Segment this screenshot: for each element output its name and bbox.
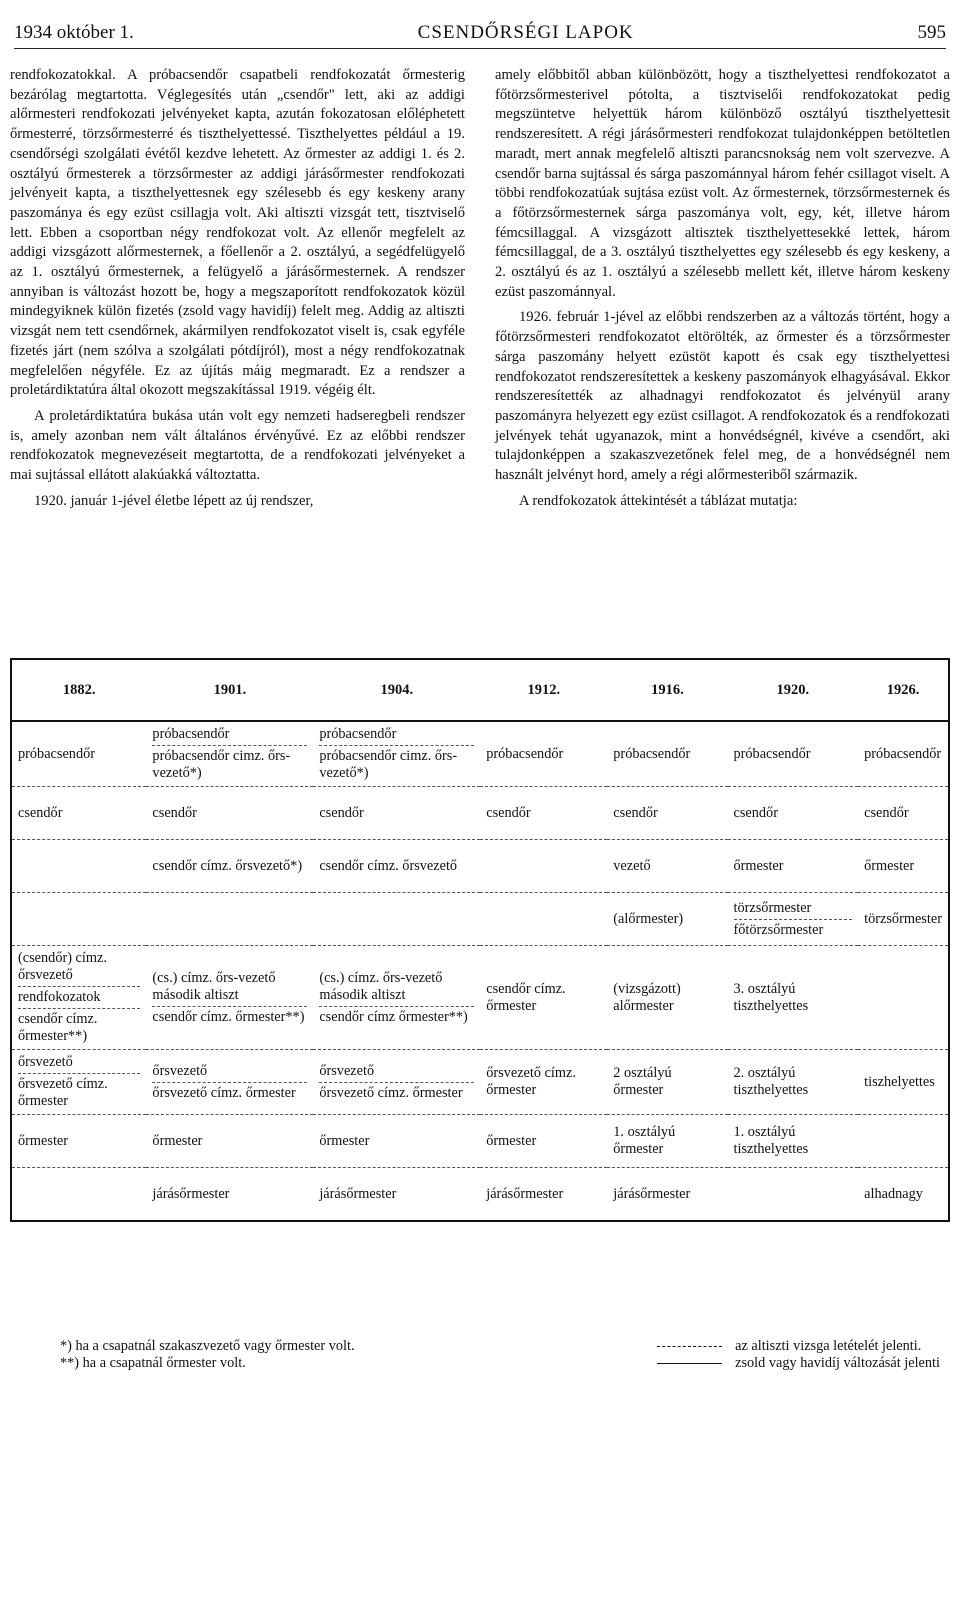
table-cell (728, 946, 859, 1050)
rank-label: őrsvezető (152, 1062, 208, 1079)
table-cell (11, 787, 146, 840)
cell-divider (152, 1082, 307, 1083)
rank-label: őrmester (319, 1132, 370, 1149)
issue-date: 1934 október 1. (14, 22, 134, 43)
table-cell (728, 840, 859, 893)
rank-label: őrsvezető címz. őrmester (319, 1084, 463, 1101)
table-cell (480, 840, 607, 893)
table-cell (11, 840, 146, 893)
table-cell (313, 840, 480, 893)
table-row (11, 1115, 949, 1168)
rank-label: 2. osztályú tiszthelyettes (733, 1065, 809, 1098)
table-cell (858, 1168, 949, 1222)
year-header: 1920. (728, 659, 859, 721)
cell-divider (319, 1006, 474, 1007)
rank-label: próbacsendőr (18, 745, 96, 762)
table-cell (858, 1115, 949, 1168)
page-number: 595 (917, 22, 946, 43)
rank-label: őrmester (733, 857, 784, 874)
cell-divider (18, 986, 140, 987)
table-cell (607, 787, 727, 840)
paragraph: amely előbbitől abban különbözött, hogy a tiszthelyettesi rendfokozatot a főtörzsőrmesterivel pótolta, a tisztviselői rendfokozatokat pedig megszüntetve helyettük három különböző osztályú tiszthelyettesit rendszeresített. A régi járásőrmesteri rendfokozat tulajdonképpen betöltetlen maradt, mert annak megfelelő altiszti parancsnokság nem volt szervezve. A csendőr barna sujtással és sárga paszománnyal három fehér csillagot viselt. A többi rendfokozatúak sujtása ezüst volt. Az őrmesternek, törzsőrmesternek és a főtörzsőrmesternek sárga paszománya volt, egy, két, illetve három fémcsillaggal. A vizsgázott altisztek tiszthelyettesekké lettek, három fémcsillaggal, de a 3. osztályú tiszthelyettes egy szélesebb és egy keskeny, a 2. osztályú és az 1. osztályú a szélesebb mellett két, illetve három keskeny ezüst paszománnyal. (495, 67, 950, 300)
table-cell (480, 1050, 607, 1115)
rank-label: próbacsendőr (486, 745, 564, 762)
rank-label: járásőrmester (152, 1185, 230, 1202)
cell-divider (152, 1006, 307, 1007)
table-cell (858, 787, 949, 840)
table-cell (480, 946, 607, 1050)
rank-label: csendőr (319, 804, 364, 821)
rank-label: csendőr címz. őrmester**) (18, 1011, 98, 1044)
rank-label: próbacsendőr cimz. őrs-vezető*) (319, 748, 458, 781)
table-cell (607, 946, 727, 1050)
rank-label: csendőr címz. őrsvezető (319, 857, 458, 874)
rank-label: törzsőrmester (864, 910, 942, 927)
rank-label: őrsvezető címz. őrmester (486, 1065, 576, 1098)
table-row (11, 946, 949, 1050)
left-column (10, 66, 465, 631)
table-cell (313, 1050, 480, 1115)
footnotes-right (657, 1338, 940, 1388)
cell-divider (319, 1082, 474, 1083)
rank-label: járásőrmester (613, 1185, 691, 1202)
year-header: 1912. (480, 659, 607, 721)
table-cell (480, 721, 607, 787)
paragraph: 1926. február 1-jével az előbbi rendszerben az a változás történt, hogy a főtörzsőrmesteri rendfokozatot eltörölték, az őrmester és a törzsőrmester sárga paszomány helyett ezüstöt kapott és csak egy tiszthelyettesi rendfokozatot rendszeresítettek a keskeny paszományok elhagyásával. Ekkor rendszeresítették az alhadnagyi rendfokozatot és jelvényül arany paszományra helyezett egy ezüst csillagot. A rendfokozatok és a rendfokozati jelvények tehát ugyanazok, mint a honvédségnél, kivéve a csendőrt, aki tulajdonképpen a szakaszvezetőnek felel meg, de a honvédségnél nem használt jelvényt hord, amely a régi alőrmesteriből származik. (495, 309, 950, 484)
paragraph: rendfokozatokkal. A próbacsendőr csapatbeli rendfokozatát őrmesterig bezárólag megtartotta. Véglegesítés után „csendőr" lett, aki az addigi alőrmesteri rendfokozati jelvényeket kapta, azután fokozatosan előléphetett őrmesterré, törzsőrmesterré és tiszthelyettessé. Tiszthelyettes például a 19. csendőrségi szolgálati évétől kezdve lehetett. Az őrmester az addigi 1. és 2. osztályú őrmesterek a törzsőrmester az addigi járásőrmester rendfokozati jelvényeit kapta, a tiszthelyettesnek egy szélesebb és egy keskeny arany paszománya és egy ezüst csillagja volt. Aki altiszti vizsgát tett, tisztviselő lett. Ebben a csoportban négy rendfokozat volt. Az ellenőr megfelelt az addigi vizsgázott alőrmesternek, a főellenőr a 2. osztályú, a segédfelügyelő az 1. osztályú őrmesternek, a felügyelő a járásőrmesternek. A rendszer annyiban is változást hozott be, hogy a megszaporított rendfokozatok közül mindegyiknek külön fizetés (zsold vagy havidíj) felelt meg. Addig az altiszti vizsgát nem tett csendőrnek, akármilyen rendfokozatot viselt is, csak egyféle fizetés járt (nem szólva a szolgálati pótdíjról), most a négy rendfokozatnak megfelelően négyféle. Ez az újítás máig megmaradt. Ez a rendszer a proletárdiktatúra által okozott megszakítással 1919. végéig élt. (10, 67, 465, 399)
footnote: *) ha a csapatnál szakaszvezető vagy őrmester volt. (60, 1338, 355, 1354)
rank-label: próbacsendőr (319, 726, 397, 742)
year-header: 1926. (858, 659, 949, 721)
table-cell (728, 1168, 859, 1222)
footnotes (60, 1338, 940, 1388)
rank-label: próbacsendőr cimz. őrs-vezető*) (152, 748, 291, 781)
table-cell (858, 1050, 949, 1115)
legend-text: az altiszti vizsga letételét jelenti. (735, 1338, 922, 1354)
rank-label: (csendőr) címz. őrsvezető (18, 950, 107, 983)
rank-table (10, 658, 950, 1618)
rank-label: őrsvezető címz. őrmester (152, 1084, 296, 1101)
year-header: 1901. (146, 659, 313, 721)
rank-label: 1. osztályú tiszthelyettes (733, 1124, 809, 1157)
dashed-line-icon (657, 1346, 722, 1347)
table-cell (313, 1115, 480, 1168)
year-header: 1904. (313, 659, 480, 721)
table-cell (858, 721, 949, 787)
table-cell (728, 1050, 859, 1115)
rank-label: csendőr címz. őrsvezető*) (152, 857, 303, 874)
table-cell (146, 1115, 313, 1168)
rank-label: vezető (613, 857, 651, 874)
table-cell (480, 787, 607, 840)
rank-label: őrmester (152, 1132, 203, 1149)
table-cell (480, 1168, 607, 1222)
table-row (11, 721, 949, 787)
table-cell (313, 787, 480, 840)
rank-label: csendőr (486, 804, 531, 821)
table-cell (607, 893, 727, 946)
table-cell (313, 946, 480, 1050)
cell-divider (18, 1008, 140, 1009)
rank-label: járásőrmester (319, 1185, 397, 1202)
rank-label: őrsvezető (18, 1054, 73, 1070)
rank-label: 2 osztályú őrmester (613, 1065, 672, 1098)
table-cell (11, 893, 146, 946)
rank-label: főtörzsőrmester (733, 921, 824, 938)
table-row (11, 1168, 949, 1222)
cell-divider (319, 745, 474, 746)
legend-entry (657, 1338, 940, 1355)
table-cell (858, 946, 949, 1050)
table-cell (11, 1115, 146, 1168)
table-cell (146, 893, 313, 946)
article-body (10, 66, 950, 631)
rank-label: próbacsendőr (152, 726, 230, 742)
table-row (11, 1050, 949, 1115)
table-row (11, 787, 949, 840)
table-cell (728, 721, 859, 787)
solid-line-icon (657, 1363, 722, 1364)
rank-label: csendőr (152, 804, 197, 821)
table-row (11, 840, 949, 893)
footnotes-left (60, 1338, 355, 1388)
rank-label: csendőr (864, 804, 909, 821)
table-cell (607, 840, 727, 893)
rank-label: próbacsendőr (733, 745, 811, 762)
rank-label: őrmester (486, 1132, 537, 1149)
rank-label: őrsvezető címz. őrmester (18, 1076, 108, 1109)
paragraph: A rendfokozatok áttekintését a táblázat mutatja: (519, 492, 798, 509)
cell-divider (152, 745, 307, 746)
rank-label: őrmester (18, 1132, 69, 1149)
table-cell (11, 1168, 146, 1222)
rank-label: próbacsendőr (613, 745, 691, 762)
rank-label: rendfokozatok (18, 989, 101, 1005)
table-cell (728, 893, 859, 946)
year-header: 1916. (607, 659, 727, 721)
table-cell (11, 946, 146, 1050)
rank-label: alhadnagy (864, 1185, 923, 1202)
rank-label: 3. osztályú tiszthelyettes (733, 980, 809, 1014)
rank-label: próbacsendőr (864, 745, 942, 762)
table-cell (146, 721, 313, 787)
table-cell (313, 893, 480, 946)
rank-label: őrmester (864, 857, 915, 874)
legend-entry (657, 1355, 940, 1372)
rank-label: csendőr címz. őrmester (486, 980, 566, 1014)
cell-divider (734, 919, 853, 920)
table-cell (480, 1115, 607, 1168)
rank-label: tiszhelyettes (864, 1073, 935, 1090)
table-cell (313, 1168, 480, 1222)
table-cell (11, 721, 146, 787)
rank-label: őrsvezető (319, 1062, 375, 1079)
table-cell (607, 721, 727, 787)
rank-label: törzsőrmester (733, 899, 812, 916)
rank-label: csendőr (18, 804, 63, 821)
table-cell (607, 1115, 727, 1168)
table-cell (11, 1050, 146, 1115)
right-column (495, 66, 950, 631)
year-header: 1882. (11, 659, 146, 721)
footnote: **) ha a csapatnál őrmester volt. (60, 1355, 246, 1371)
table-cell (858, 893, 949, 946)
rank-comparison-table (10, 658, 950, 1222)
paragraph: A proletárdiktatúra bukása után volt egy nemzeti hadseregbeli rendszer is, amely azonban nem vált általános érvényűvé. Ez az előbbi rendszer rendfokozatok megnevezéseit megtartotta, de a rendfokozati jelvényeket a mai sujtással ellátott alakúakká változtatta. (10, 407, 465, 484)
rank-label: csendőr (733, 804, 778, 821)
rank-label: (cs.) címz. őrs-vezető második altiszt (152, 969, 276, 1003)
rank-label: 1. osztályú őrmester (613, 1124, 676, 1157)
page-header (14, 14, 946, 49)
paragraph: 1920. január 1-jével életbe lépett az új rendszer, (34, 492, 314, 509)
table-cell (480, 893, 607, 946)
rank-label: csendőr (613, 804, 658, 821)
table-cell (146, 1168, 313, 1222)
rank-label: (cs.) címz. őrs-vezető második altiszt (319, 969, 443, 1003)
table-cell (146, 1050, 313, 1115)
table-cell (728, 787, 859, 840)
journal-title: CSENDŐRSÉGI LAPOK (417, 22, 634, 43)
table-header-row (11, 659, 949, 721)
rank-label: csendőr címz őrmester**) (319, 1008, 468, 1025)
table-cell (607, 1168, 727, 1222)
table-cell (858, 840, 949, 893)
table-row (11, 893, 949, 946)
table-cell (146, 787, 313, 840)
table-cell (728, 1115, 859, 1168)
table-cell (146, 840, 313, 893)
table-cell (146, 946, 313, 1050)
cell-divider (18, 1073, 140, 1074)
rank-label: járásőrmester (486, 1185, 564, 1202)
table-body (11, 721, 949, 1221)
table-cell (607, 1050, 727, 1115)
legend-text: zsold vagy havidíj változását jelenti (735, 1355, 940, 1371)
table-cell (313, 721, 480, 787)
rank-label: (vizsgázott) alőrmester (613, 980, 681, 1014)
rank-label: csendőr címz. őrmester**) (152, 1008, 305, 1025)
rank-label: (alőrmester) (613, 910, 684, 927)
